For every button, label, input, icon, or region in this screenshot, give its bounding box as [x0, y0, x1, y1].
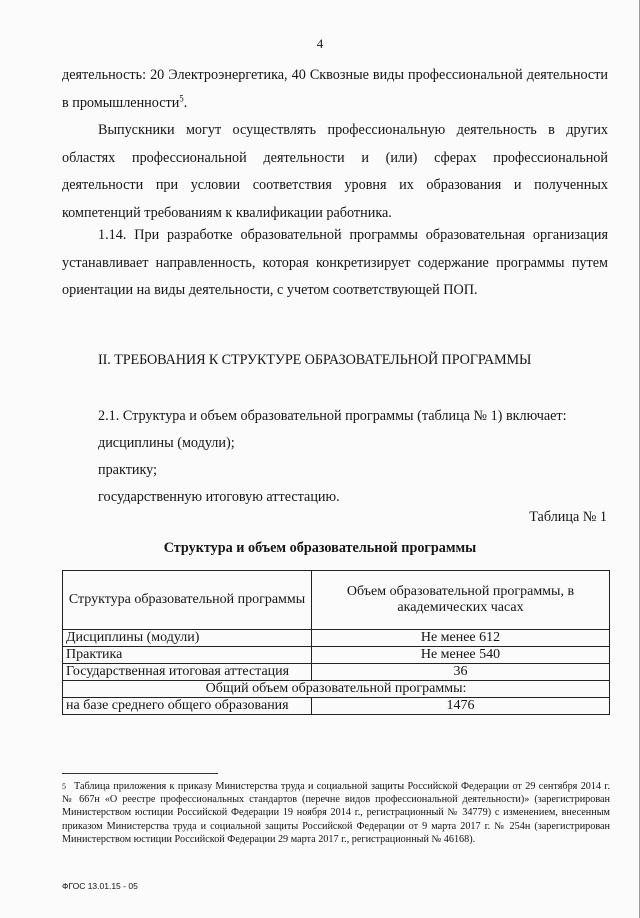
table-cell-name: Государственная итоговая аттестация	[63, 664, 312, 681]
footnote-reference: 5	[179, 92, 184, 103]
table-row	[63, 664, 610, 681]
paragraph-activity-areas-text: деятельность: 20 Электроэнергетика, 40 Сквозные виды профессиональной деятельности в промышленности	[62, 67, 608, 111]
list-intro: 2.1. Структура и объем образовательной программы (таблица № 1) включает:	[98, 408, 567, 424]
table-cell-value: Не менее 540	[312, 647, 610, 664]
footer-code: ФГОС 13.01.15 - 05	[62, 881, 138, 891]
footnote-divider	[62, 773, 218, 774]
table-cell-name: Дисциплины (модули)	[63, 630, 312, 647]
footnote-mark: 5	[62, 782, 66, 791]
table-title: Структура и объем образовательной программы	[163, 540, 477, 556]
table-total-row	[63, 698, 610, 715]
list-item-attestation: государственную итоговую аттестацию.	[98, 489, 340, 505]
footnote-text: Таблица приложения к приказу Министерства труда и социальной защиты Российской Федерации от 29 сентября 2014 г. № 667н «О реестре профессиональных стандартов (перечне видов профессиональной деятельности)» (зарегистрирован Министерством юстиции Российской Федерации 19 ноября 2014 г., регистрационный № 34779) с изменением, внесенным приказом Министерства труда и социальной защиты Российской Федерации от 9 марта 2017 г. № 254н (зарегистрирован Министерством юстиции Российской Федерации 29 марта 2017 г., регистрационный № 46168).	[62, 781, 610, 845]
table-header-structure: Структура образовательной программы	[63, 571, 312, 630]
paragraph-end-period: .	[183, 94, 188, 111]
table-header-row	[63, 571, 610, 630]
paragraph-1-14	[62, 222, 608, 305]
table-cell-name: Практика	[63, 647, 312, 664]
table-total-label: Общий объем образовательной программы:	[63, 681, 610, 698]
table-total-name: на базе среднего общего образования	[63, 698, 312, 715]
section-heading: II. ТРЕБОВАНИЯ К СТРУКТУРЕ ОБРАЗОВАТЕЛЬНОЙ ПРОГРАММЫ	[98, 352, 532, 368]
table-header-volume: Объем образовательной программы, в академических часах	[312, 571, 610, 630]
table-cell-value: Не менее 612	[312, 630, 610, 647]
paragraph-1-14-text: 1.14. При разработке образовательной программы образовательная организация устанавливает направленность, которая конкретизирует содержание программы путем ориентации на виды деятельности, с учетом соответствующей ПОП.	[62, 227, 608, 298]
footnote	[62, 780, 610, 846]
table-row	[63, 630, 610, 647]
paragraph-graduates-text: Выпускники могут осуществлять профессиональную деятельность в других областях профессиональной деятельности и (или) сферах профессиональной деятельности при условии соответствия уровня их образования и полученных компетенций требованиям к квалификации работника.	[62, 122, 608, 221]
paragraph-activity-areas	[62, 62, 608, 117]
table-total-label-row	[63, 681, 610, 698]
table-total-value: 1476	[312, 698, 610, 715]
table-row	[63, 647, 610, 664]
paragraph-graduates	[62, 117, 608, 227]
program-structure-table	[62, 570, 610, 715]
list-item-practice: практику;	[98, 462, 158, 478]
list-item-disciplines: дисциплины (модули);	[98, 435, 235, 451]
table-number: Таблица № 1	[529, 509, 607, 525]
table-cell-value: 36	[312, 664, 610, 681]
page-number: 4	[316, 36, 324, 51]
